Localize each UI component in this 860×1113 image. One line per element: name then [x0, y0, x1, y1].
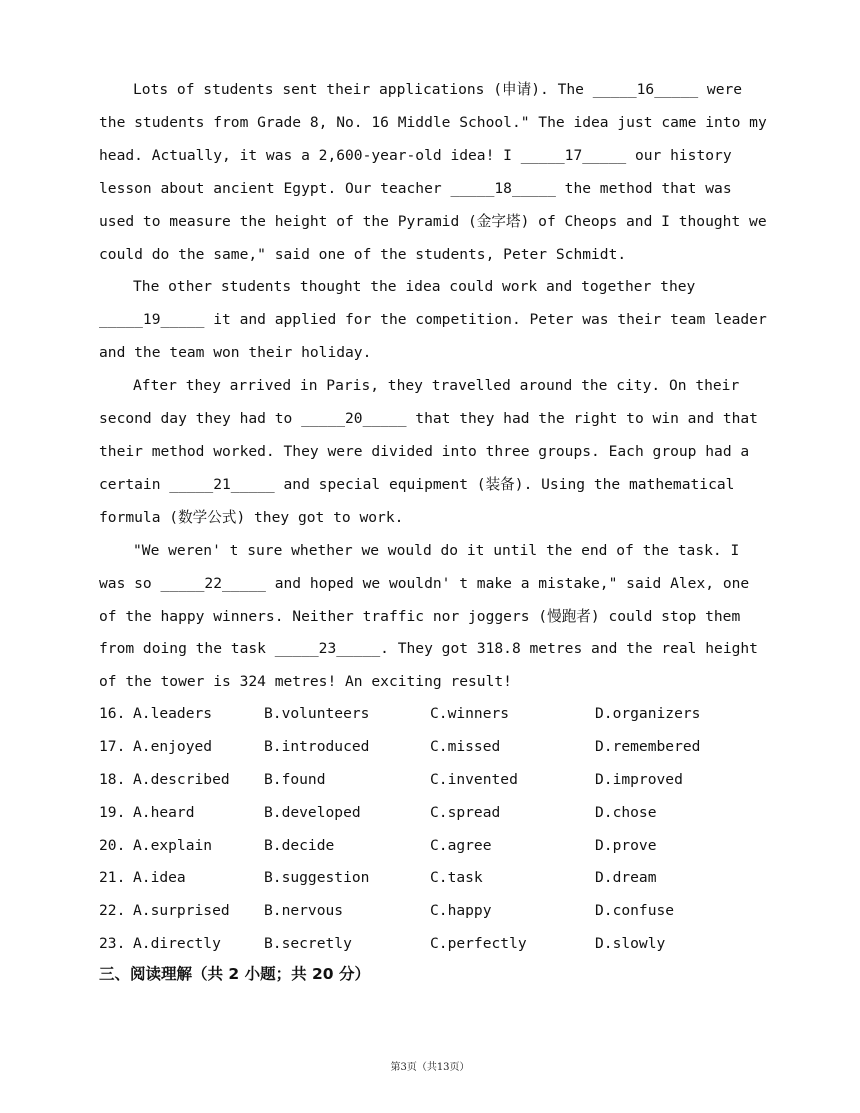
option-c: C.winners: [430, 705, 510, 722]
option-a: A.surprised: [133, 902, 230, 920]
option-c: C.spread: [430, 803, 501, 821]
option-b: B.developed: [264, 803, 361, 821]
question-number: 22.: [99, 902, 126, 920]
option-b: B.introduced: [264, 737, 370, 755]
option-a: A.leaders: [133, 705, 213, 722]
option-a: A.enjoyed: [133, 737, 213, 755]
question-row: [99, 895, 769, 928]
question-row: [99, 830, 769, 863]
question-number: 18.: [99, 770, 126, 788]
paragraph-1: Lots of students sent their applications (申请). The _____16_____ were the students from Grade 8, No. 16 Middle School." The idea just came into my head. Actually, it was a 2,600-year-old idea! I _____17_____ our history lesson about ancient Egypt. Our teacher _____18_____ the method that was used to measure the height of the Pyramid (金字塔) of Cheops and I thought we could do the same," said one of the students, Peter Schmidt.: [99, 81, 767, 263]
paragraph-4: "We weren' t sure whether we would do it until the end of the task. I was so _____22_____ and hoped we wouldn' t make a mistake," said Alex, one of the happy winners. Neither traffic nor joggers (慢跑者) could stop them from doing the task _____23_____. They got 318.8 metres and the real height of the tower is 324 metres! An exciting result!: [99, 541, 758, 691]
option-a: A.described: [133, 770, 230, 788]
option-d: D.prove: [595, 836, 657, 854]
option-d: D.dream: [595, 869, 657, 887]
question-number: 16.: [99, 705, 126, 722]
question-row: [99, 731, 769, 764]
option-d: D.slowly: [595, 935, 666, 953]
question-number: 21.: [99, 869, 126, 887]
question-number: 23.: [99, 935, 126, 953]
question-row: [99, 764, 769, 797]
option-c: C.perfectly: [430, 935, 527, 953]
option-d: D.chose: [595, 803, 657, 821]
section-heading: 三、阅读理解（共 2 小题；共 20 分）: [99, 965, 370, 983]
page-footer: 第3页（共13页）: [390, 1062, 470, 1073]
option-d: D.confuse: [595, 902, 675, 920]
question-number: 20.: [99, 836, 126, 854]
passage: [99, 74, 769, 699]
option-c: C.task: [430, 869, 483, 887]
option-b: B.volunteers: [264, 705, 370, 722]
option-c: C.invented: [430, 770, 518, 788]
option-c: C.missed: [430, 737, 501, 755]
option-a: A.heard: [133, 803, 195, 821]
option-b: B.secretly: [264, 935, 352, 953]
question-row: [99, 797, 769, 830]
option-b: B.decide: [264, 836, 335, 854]
option-c: C.agree: [430, 836, 492, 854]
paragraph-3: After they arrived in Paris, they travelled around the city. On their second day they had to _____20_____ that they had the right to win and that their method worked. They were divided into three groups. Each group had a certain _____21_____ and special equipment (装备). Using the mathematical formula (数学公式) they got to work.: [99, 377, 758, 526]
option-d: D.improved: [595, 770, 683, 788]
question-row: [99, 928, 769, 961]
question-options: [99, 698, 769, 961]
paragraph-2: The other students thought the idea could work and together they _____19_____ it and applied for the competition. Peter was their team leader and the team won their holiday.: [99, 278, 767, 362]
option-d: D.organizers: [595, 705, 701, 722]
option-b: B.suggestion: [264, 869, 370, 887]
question-number: 17.: [99, 737, 126, 755]
option-d: D.remembered: [595, 737, 701, 755]
option-b: B.nervous: [264, 902, 344, 920]
question-number: 19.: [99, 803, 126, 821]
option-c: C.happy: [430, 902, 492, 920]
option-a: A.explain: [133, 836, 213, 854]
option-b: B.found: [264, 770, 326, 788]
question-row: [99, 698, 769, 731]
option-a: A.idea: [133, 869, 186, 887]
question-row: [99, 862, 769, 895]
option-a: A.directly: [133, 935, 221, 953]
